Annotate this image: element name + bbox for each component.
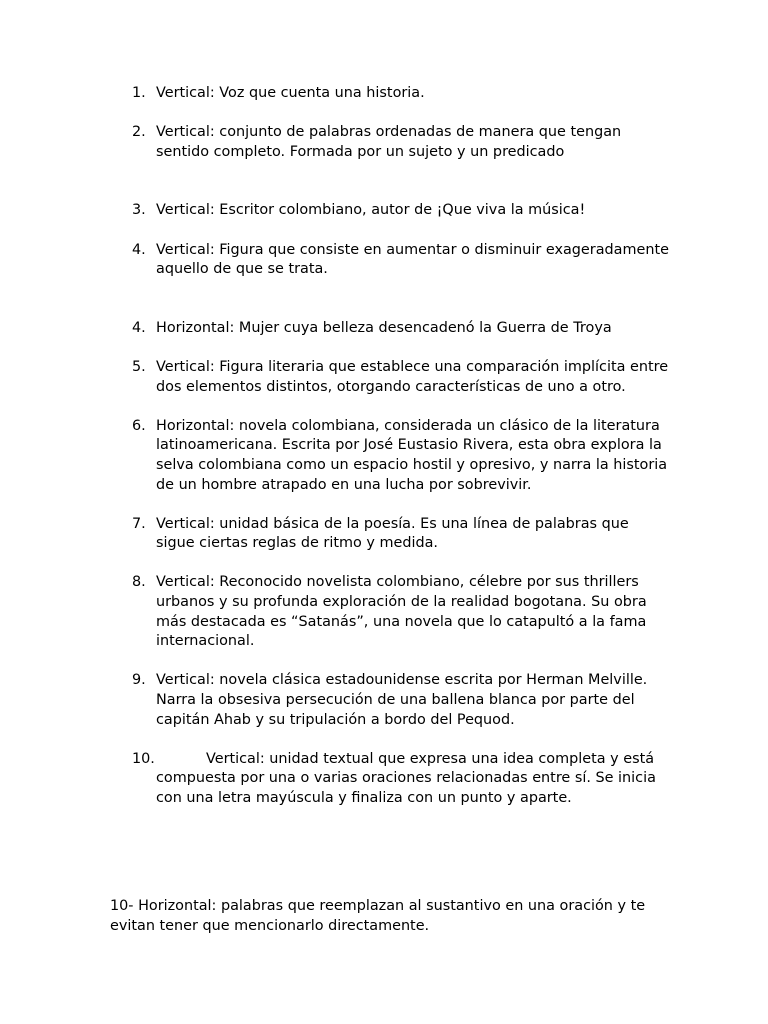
- list-item: [110, 241, 670, 280]
- list-item: [110, 515, 670, 554]
- item-number: 5.: [132, 358, 146, 375]
- item-number: 6.: [132, 417, 146, 434]
- item-text: Vertical: Figura que consiste en aumentar o disminuir exageradamente aquello de que se trata.: [156, 241, 669, 278]
- item-number: 1.: [132, 85, 146, 101]
- item-number: 8.: [132, 574, 146, 591]
- item-number: 10.: [132, 750, 155, 767]
- item-text: Vertical: unidad básica de la poesía. Es una línea de palabras que sigue ciertas reglas de ritmo y medida.: [156, 515, 629, 552]
- item-number: 7.: [132, 515, 146, 532]
- list-item: [110, 123, 670, 162]
- list-item: [110, 358, 670, 397]
- item-text: Vertical: conjunto de palabras ordenadas de manera que tengan sentido completo. Formada por un sujeto y un predicado: [156, 124, 622, 160]
- list-item: [110, 201, 670, 221]
- clue-list: [110, 84, 670, 828]
- item-text: Horizontal: novela colombiana, considerada un clásico de la literatura latinoamericana. Escrita por José Eustasio Rivera, esta obra explora la selva colombiana como un espacio hostil y opresivo, y narra la historia de un hombre atrapado en una lucha por sobrevivir.: [156, 417, 668, 493]
- item-number: 4.: [132, 319, 146, 336]
- item-number: 2.: [132, 124, 146, 141]
- list-item: [110, 671, 670, 730]
- item-text: Horizontal: Mujer cuya belleza desencadenó la Guerra de Troya: [156, 319, 612, 336]
- list-item: [110, 84, 670, 104]
- item-number: 3.: [132, 202, 146, 219]
- item-text: Vertical: Figura literaria que establece una comparación implícita entre dos elementos distintos, otorgando características de uno a otro.: [156, 358, 669, 395]
- list-item: [110, 573, 670, 651]
- item-text-block: [156, 750, 670, 809]
- item-text: Vertical: Reconocido novelista colombiano, célebre por sus thrillers urbanos y su profunda exploración de la realidad bogotana. Su obra más destacada es “Satanás”, una novela que lo catapultó a la fama internacional.: [156, 574, 647, 650]
- list-item: [110, 417, 670, 495]
- list-item: [110, 750, 670, 809]
- item-number: 9.: [132, 672, 146, 689]
- item-text: Vertical: Voz que cuenta una historia.: [156, 85, 425, 101]
- item-text: Vertical: novela clásica estadounidense escrita por Herman Melville. Narra la obsesiva persecución de una ballena blanca por parte del capitán Ahab y su tripulación a bordo del Pequod.: [156, 672, 648, 728]
- item-number: 4.: [132, 241, 146, 258]
- list-item: [110, 319, 670, 339]
- item-text: Vertical: unidad textual que expresa una idea completa y está compuesta por una o varias oraciones relacionadas entre sí. Se inicia con una letra mayúscula y finaliza con un punto y aparte.: [156, 750, 656, 806]
- footer-clue: 10- Horizontal: palabras que reemplazan al sustantivo en una oración y te evitan tener que mencionarlo directamente.: [110, 898, 646, 934]
- item-text: Vertical: Escritor colombiano, autor de ¡Que viva la música!: [156, 202, 586, 219]
